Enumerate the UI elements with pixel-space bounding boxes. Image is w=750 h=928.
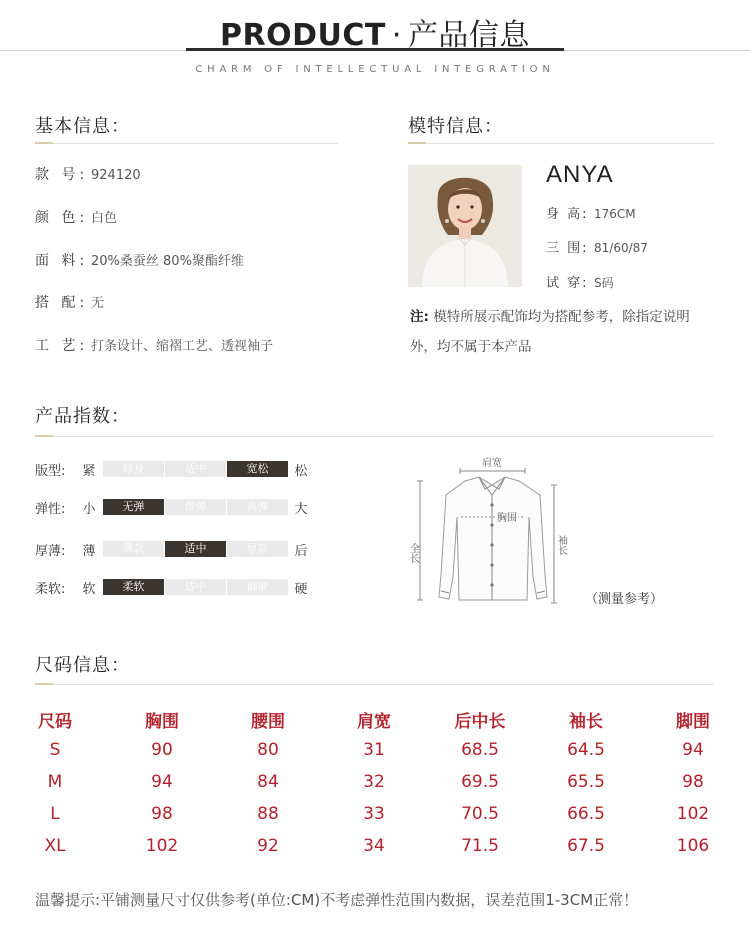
size-table-cell: 102 — [676, 804, 710, 824]
basic-info-value: 无 — [91, 296, 105, 311]
size-table-header: 脚围 — [676, 712, 710, 732]
size-table-header: 后中长 — [454, 712, 506, 732]
model-name: ANYA — [546, 161, 614, 188]
basic-info-label: 工 艺: — [35, 338, 89, 354]
size-table-cell: 80 — [257, 740, 279, 760]
basic-info-value: 20%桑蚕丝 80%聚酯纤维 — [91, 254, 244, 269]
size-table-cell: 98 — [682, 772, 704, 792]
index-high-label: 大 — [294, 502, 308, 517]
basic-info-rule — [35, 143, 338, 144]
product-index-title: 产品指数： — [35, 406, 130, 427]
size-table-cell: 94 — [682, 740, 704, 760]
size-table-header: 胸围 — [145, 712, 179, 732]
size-table-cell: 106 — [676, 836, 710, 856]
model-info-label: 身 高: — [546, 207, 589, 222]
basic-info-value: 白色 — [91, 211, 118, 226]
basic-info-label: 搭 配: — [35, 295, 89, 311]
size-table-header: 尺码 — [38, 712, 72, 732]
index-option-selected: 无弹 — [103, 499, 164, 515]
size-table-cell: 94 — [151, 772, 173, 792]
model-note-text: 模特所展示配饰均为搭配参考，除指定说明外，均不属于本产品 — [410, 309, 690, 355]
shoulder-width-label: 肩宽 — [482, 458, 502, 469]
index-low-label: 软 — [82, 582, 96, 597]
index-option-selected: 适中 — [165, 541, 226, 557]
basic-info-row — [35, 250, 244, 270]
model-info-label: 三 围: — [546, 241, 589, 256]
index-name: 弹性: — [35, 502, 66, 517]
model-info-title: 模特信息： — [408, 116, 503, 137]
basic-info-row — [35, 207, 117, 227]
size-table-cell: 64.5 — [567, 740, 605, 760]
page-subtitle: CHARM OF INTELLECTUAL INTEGRATION — [195, 64, 555, 75]
index-low-label: 小 — [82, 502, 96, 517]
size-table-size-cell: L — [50, 804, 60, 824]
model-info-rule-accent — [408, 142, 426, 144]
basic-info-label: 面 料: — [35, 253, 89, 269]
model-info-label: 试 穿: — [546, 276, 589, 291]
size-table-size-cell: M — [47, 772, 63, 792]
model-info-value: 176CM — [594, 207, 636, 221]
index-option-selected: 宽松 — [227, 461, 288, 477]
sleeve-length-label: 袖长 — [555, 535, 567, 555]
index-option: 高弹 — [227, 499, 288, 515]
model-info-row — [546, 237, 648, 256]
model-info-row — [546, 272, 614, 291]
length-label: 全长 — [407, 543, 419, 563]
size-table-cell: 102 — [145, 836, 179, 856]
product-index-rule-accent — [35, 435, 53, 437]
model-info-value: S码 — [594, 276, 614, 290]
size-table-cell: 84 — [257, 772, 279, 792]
basic-info-label: 颜 色: — [35, 210, 89, 226]
index-option: 修身 — [103, 461, 164, 477]
basic-info-value: 打条设计、缩褶工艺、透视袖子 — [91, 339, 274, 354]
size-table-cell: 34 — [363, 836, 385, 856]
index-option-selected: 柔软 — [103, 579, 164, 595]
model-photo — [408, 165, 522, 287]
model-note — [410, 302, 716, 362]
size-table-size-cell: XL — [44, 836, 66, 856]
model-note-label: 注: — [410, 309, 429, 325]
index-name: 柔软: — [35, 582, 66, 597]
size-table-header: 腰围 — [251, 712, 285, 732]
index-name: 版型: — [35, 464, 66, 479]
basic-info-title: 基本信息： — [35, 116, 130, 137]
page-title-cn: 产品信息 — [407, 18, 530, 53]
size-table-cell: 90 — [151, 740, 173, 760]
page-title-separator: · — [391, 18, 402, 53]
index-low-label: 紧 — [82, 464, 96, 479]
basic-info-rule-accent — [35, 142, 53, 144]
basic-info-label: 款 号: — [35, 167, 89, 183]
size-info-rule-accent — [35, 683, 53, 685]
size-table-cell: 66.5 — [567, 804, 605, 824]
size-table-cell: 68.5 — [461, 740, 499, 760]
size-table-cell: 98 — [151, 804, 173, 824]
basic-info-value: 924120 — [91, 168, 141, 183]
index-option: 适中 — [165, 461, 226, 477]
model-portrait-illustration — [408, 165, 522, 287]
size-table-cell: 32 — [363, 772, 385, 792]
model-info-rule — [408, 143, 714, 144]
size-table-cell: 67.5 — [567, 836, 605, 856]
size-table-cell: 71.5 — [461, 836, 499, 856]
index-name: 厚薄: — [35, 544, 66, 559]
model-info-value: 81/60/87 — [594, 241, 648, 255]
size-table-cell: 70.5 — [461, 804, 499, 824]
size-table-cell: 92 — [257, 836, 279, 856]
index-option: 薄款 — [103, 541, 164, 557]
size-info-title: 尺码信息： — [35, 655, 130, 676]
size-table-header: 袖长 — [569, 712, 603, 732]
model-info-row — [546, 203, 636, 222]
product-index-rule — [35, 436, 714, 437]
size-table-cell: 33 — [363, 804, 385, 824]
size-table-size-cell: S — [49, 740, 61, 760]
index-option: 微弹 — [165, 499, 226, 515]
basic-info-row — [35, 292, 104, 312]
shirt-measurement-diagram — [405, 455, 575, 615]
index-option: 适中 — [165, 579, 226, 595]
index-low-label: 薄 — [82, 544, 96, 559]
index-high-label: 硬 — [294, 582, 308, 597]
page-title — [0, 10, 750, 54]
chest-label: 胸围 — [497, 513, 517, 524]
basic-info-row — [35, 164, 141, 184]
size-table-cell: 31 — [363, 740, 385, 760]
index-high-label: 后 — [294, 544, 308, 559]
index-option: 厚款 — [227, 541, 288, 557]
index-high-label: 松 — [294, 464, 308, 479]
basic-info-row — [35, 335, 273, 355]
page-title-en: PRODUCT — [220, 18, 386, 53]
size-table-cell: 65.5 — [567, 772, 605, 792]
size-table-cell: 69.5 — [461, 772, 499, 792]
size-table-cell: 88 — [257, 804, 279, 824]
size-tip: 温馨提示:平铺测量尺寸仅供参考(单位:CM)不考虑弹性范围内数据，误差范围1-3CM正常！ — [35, 891, 639, 909]
index-option: 偏硬 — [227, 579, 288, 595]
size-table-header: 肩宽 — [357, 712, 391, 732]
measurement-reference-note: （测量参考） — [585, 592, 664, 607]
size-info-rule — [35, 684, 714, 685]
